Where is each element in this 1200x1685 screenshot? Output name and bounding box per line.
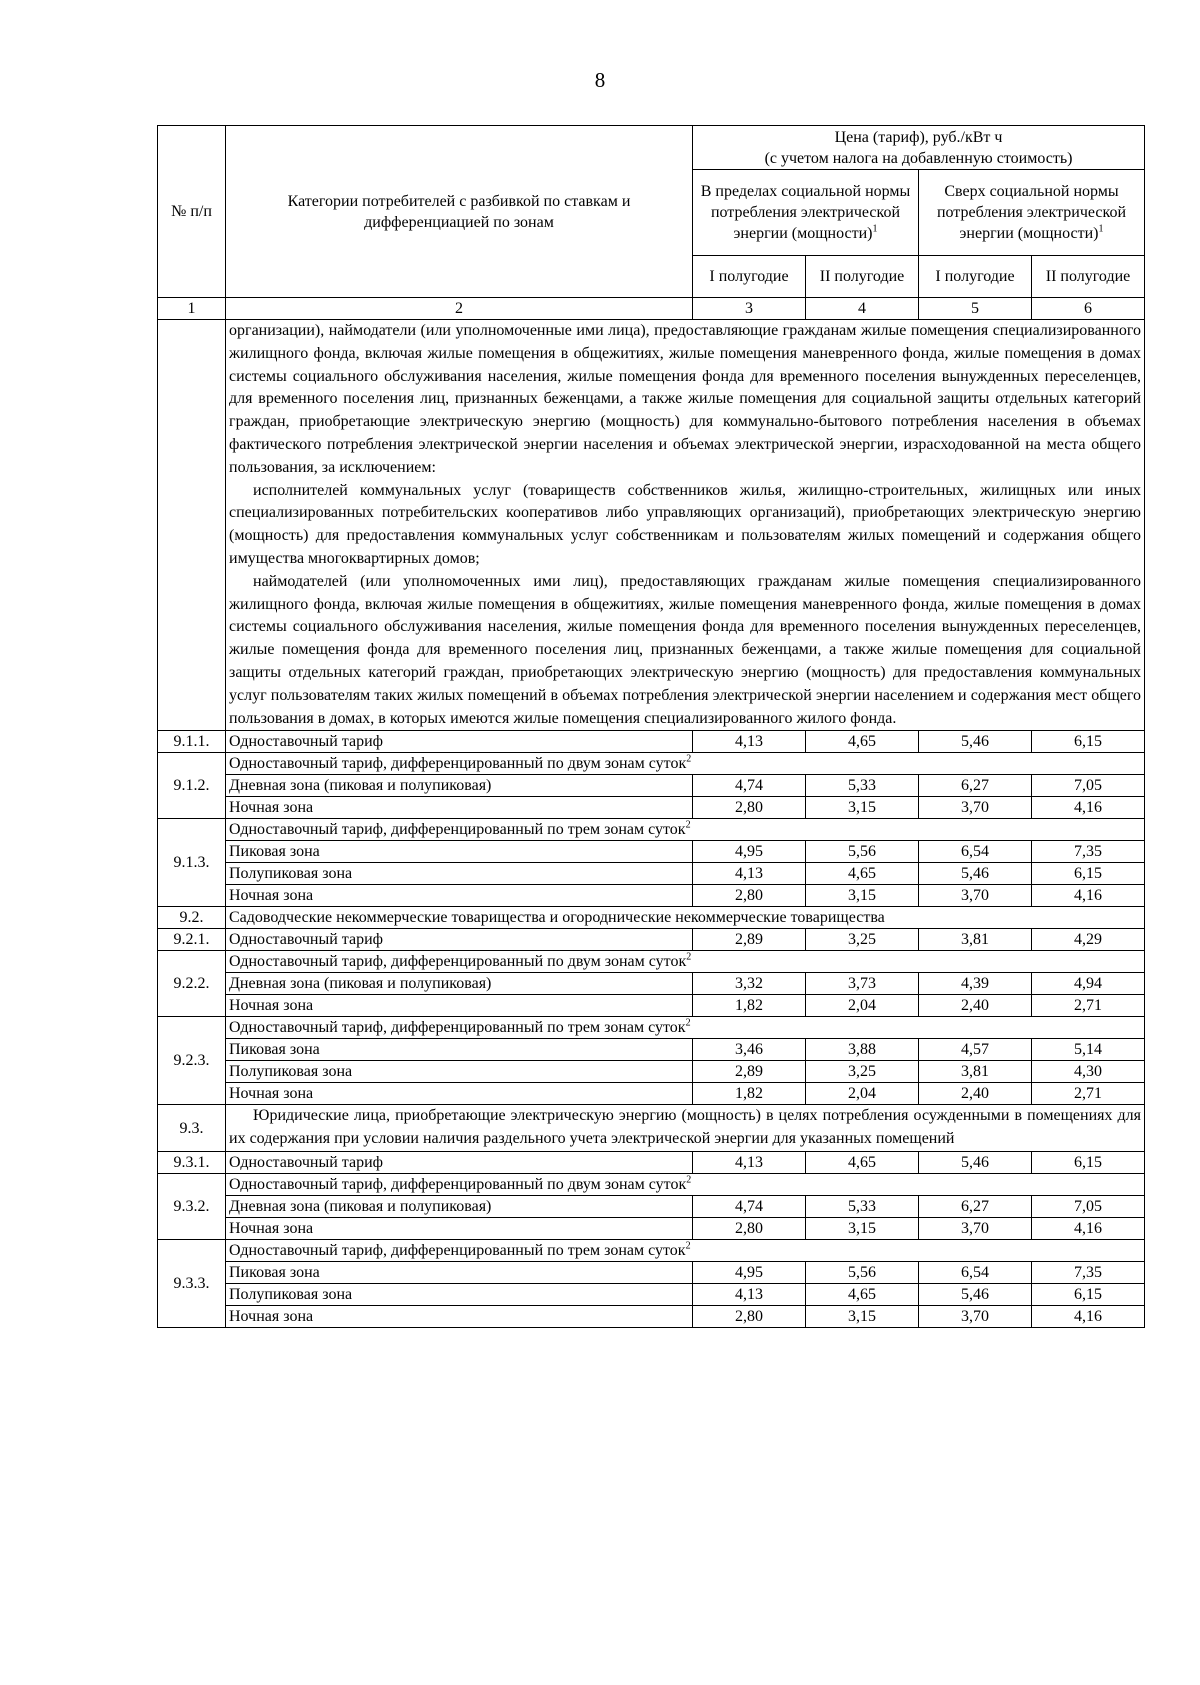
header-above-norm: Сверх социальной нормы потребления электрической энергии (мощности)$^1$ bbox=[919, 170, 1145, 256]
header-col-num: № п/п bbox=[158, 126, 226, 298]
table-row: Ночная зона 1,82 2,04 2,40 2,71 bbox=[158, 995, 1145, 1017]
table-row: Дневная зона (пиковая и полупиковая) 3,32 3,73 4,39 4,94 bbox=[158, 973, 1145, 995]
header-half-1: I полугодие bbox=[919, 256, 1032, 298]
header-price-line1: Цена (тариф), руб./кВт ч bbox=[834, 128, 1003, 146]
table-row: Пиковая зона 4,95 5,56 6,54 7,35 bbox=[158, 841, 1145, 863]
page-number: 8 bbox=[594, 68, 606, 92]
header-col-category: Категории потребителей с разбивкой по ставкам и дифференциацией по зонам bbox=[226, 126, 693, 298]
table-row: Ночная зона 2,80 3,15 3,70 4,16 bbox=[158, 885, 1145, 907]
table-row: Полупиковая зона 2,89 3,25 3,81 4,30 bbox=[158, 1061, 1145, 1083]
table-row: Полупиковая зона 4,13 4,65 5,46 6,15 bbox=[158, 863, 1145, 885]
table-row: 9.2.3. Одноставочный тариф, дифференцированный по трем зонам суток$^2$ bbox=[158, 1017, 1145, 1039]
column-number-row: 1 2 3 4 5 6 bbox=[158, 298, 1145, 320]
header-half-1: I полугодие bbox=[693, 256, 806, 298]
intro-paragraph: исполнителей коммунальных услуг (товариществ собственников жилья, жилищно-строительных, жилищных или иных специализированных потребительских кооперативов либо управляющих организаций), приобретающих электрическую энергию (мощность) для предоставления коммунальных услуг собственникам и пользователям жилых помещений и содержания общего имущества многоквартирных домов; bbox=[229, 481, 1141, 567]
header-price-line2: (с учетом налога на добавленную стоимость) bbox=[764, 149, 1073, 167]
intro-paragraph: наймодателей (или уполномоченных ими лиц), предоставляющих гражданам жилые помещения специализированного жилищного фонда, включая жилые помещения в общежитиях, жилые помещения маневренного фонда, жилые помещения в домах системы социального обслуживания населения, жилые помещения фонда для временного поселения вынужденных переселенцев, жилые помещения фонда для временного поселения лиц, признанных беженцами, а также жилые помещения для социальной защиты отдельных категорий граждан, приобретающих электрическую энергию (мощность) для предоставления коммунальных услуг пользователям таких жилых помещений в объемах потребления электрической энергии населением и содержания мест общего пользования в домах, в которых имеются жилые помещения специализированного жилого фонда. bbox=[229, 572, 1141, 727]
header-half-2: II полугодие bbox=[1032, 256, 1145, 298]
legal-entities-text: Юридические лица, приобретающие электрическую энергию (мощность) в целях потребления осужденными в помещениях для их содержания при условии наличия раздельного учета электрической энергии для указанных помещений bbox=[226, 1105, 1145, 1152]
table-row: Дневная зона (пиковая и полупиковая) 4,74 5,33 6,27 7,05 bbox=[158, 1195, 1145, 1217]
table-row: 9.1.1. Одноставочный тариф 4,13 4,65 5,46 6,15 bbox=[158, 731, 1145, 753]
table-row: 9.3.2. Одноставочный тариф, дифференцированный по двум зонам суток$^2$ bbox=[158, 1173, 1145, 1195]
table-row: 9.2.2. Одноставочный тариф, дифференцированный по двум зонам суток$^2$ bbox=[158, 951, 1145, 973]
tariff-table bbox=[157, 125, 1145, 1328]
table-row: Ночная зона 2,80 3,15 3,70 4,16 bbox=[158, 797, 1145, 819]
table-row: Ночная зона 2,80 3,15 3,70 4,16 bbox=[158, 1217, 1145, 1239]
table-row: Дневная зона (пиковая и полупиковая) 4,74 5,33 6,27 7,05 bbox=[158, 775, 1145, 797]
header-within-norm: В пределах социальной нормы потребления электрической энергии (мощности)$^1$ bbox=[693, 170, 919, 256]
table-row: 9.3.1. Одноставочный тариф 4,13 4,65 5,46 6,15 bbox=[158, 1151, 1145, 1173]
intro-paragraph: организации), наймодатели (или уполномоченные ими лица), предоставляющие гражданам жилые помещения специализированного жилищного фонда, включая жилые помещения в общежитиях, жилые помещения маневренного фонда, жилые помещения в домах системы социального обслуживания населения, жилые помещения фонда для временного поселения вынужденных переселенцев, для временного поселения лиц, признанных беженцами, а также жилые помещения для социальной защиты отдельных категорий граждан, приобретающие электрическую энергию (мощность) для коммунально-бытового потребления населения в объемах фактического потребления электрической энергии населения и объемах электрической энергии, израсходованной на места общего пользования, за исключением: bbox=[229, 322, 1141, 476]
table-row: Ночная зона 1,82 2,04 2,40 2,71 bbox=[158, 1083, 1145, 1105]
table-row: Пиковая зона 4,95 5,56 6,54 7,35 bbox=[158, 1261, 1145, 1283]
table-row: 9.2. Садоводческие некоммерческие товарищества и огороднические некоммерческие товарищества bbox=[158, 907, 1145, 929]
table-row: Ночная зона 2,80 3,15 3,70 4,16 bbox=[158, 1305, 1145, 1327]
table-row: 9.3. Юридические лица, приобретающие электрическую энергию (мощность) в целях потребления осужденными в помещениях для их содержания при условии наличия раздельного учета электрической энергии для указанных помещений bbox=[158, 1105, 1145, 1152]
intro-row bbox=[158, 320, 1145, 731]
table-row: Пиковая зона 3,46 3,88 4,57 5,14 bbox=[158, 1039, 1145, 1061]
intro-text bbox=[226, 320, 1145, 731]
table-row: 9.1.2. Одноставочный тариф, дифференцированный по двум зонам суток$^2$ bbox=[158, 753, 1145, 775]
table-row: 9.2.1. Одноставочный тариф 2,89 3,25 3,81 4,29 bbox=[158, 929, 1145, 951]
table-row: 9.3.3. Одноставочный тариф, дифференцированный по трем зонам суток$^2$ bbox=[158, 1239, 1145, 1261]
header-half-2: II полугодие bbox=[806, 256, 919, 298]
table-row: 9.1.3. Одноставочный тариф, дифференцированный по трем зонам суток$^2$ bbox=[158, 819, 1145, 841]
header-price bbox=[693, 126, 1145, 170]
table-row: Полупиковая зона 4,13 4,65 5,46 6,15 bbox=[158, 1283, 1145, 1305]
